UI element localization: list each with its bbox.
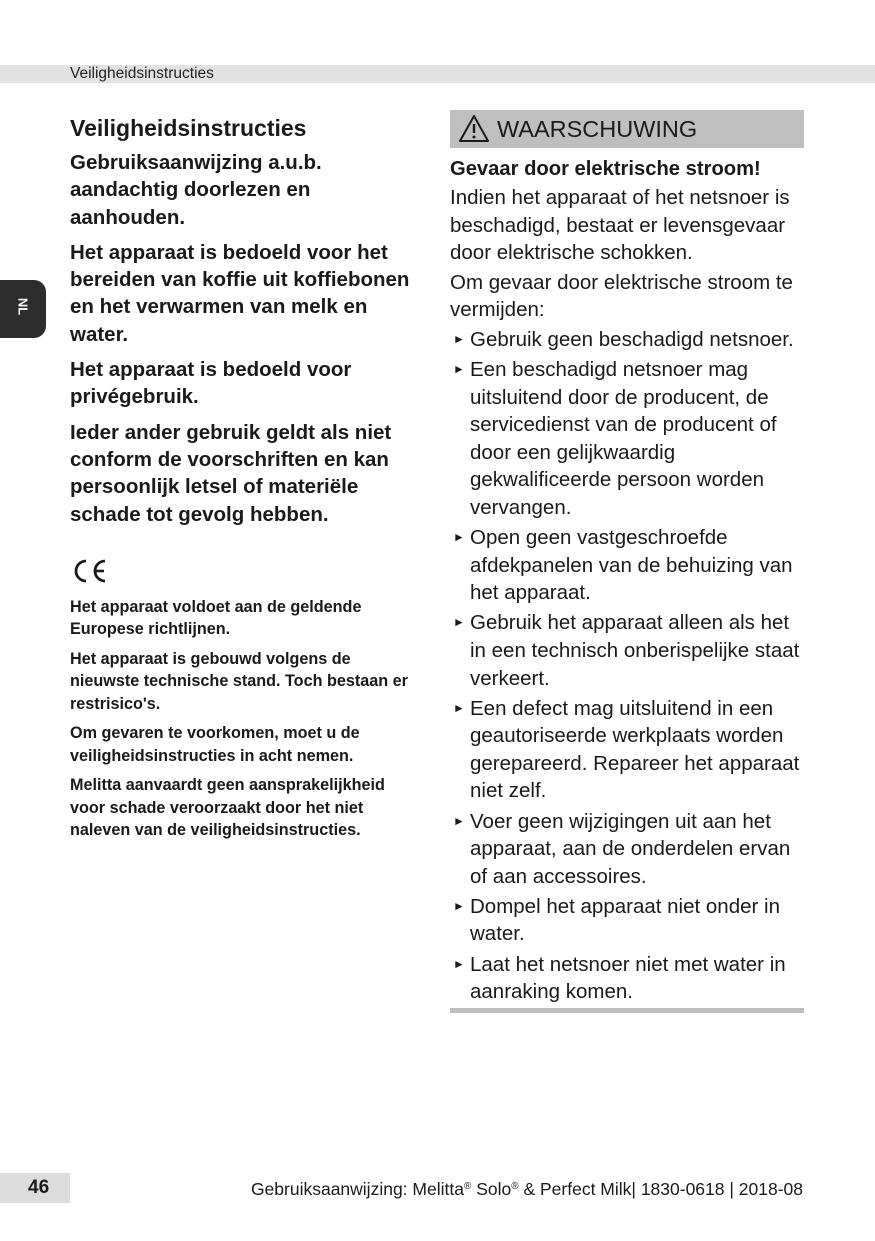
intro-paragraphs	[70, 149, 420, 528]
bullet-arrow-icon: ►	[453, 700, 465, 715]
header-bar	[0, 65, 875, 83]
page-number-box	[0, 1173, 70, 1203]
list-item-text: Gebruik het apparaat alleen als het in een technisch onberispelijke staat verkeert.	[470, 611, 800, 690]
list-item	[450, 893, 804, 948]
warning-intro: Indien het apparaat of het netsnoer is beschadigd, bestaat er levensgevaar door elektrische schokken.	[450, 186, 790, 265]
intro-paragraph: Ieder ander gebruik geldt als niet conform de voorschriften en kan persoonlijk letsel of materiële schade tot gevolg hebben.	[70, 420, 392, 526]
note: Het apparaat voldoet aan de geldende Europese richtlijnen.	[70, 597, 362, 639]
language-tab	[0, 280, 46, 338]
warning-box	[450, 110, 804, 1013]
section-title: Veiligheidsinstructies	[70, 115, 307, 141]
page-number: 46	[28, 1177, 50, 1198]
warning-subtitle: Gevaar door elektrische stroom!	[450, 158, 761, 180]
list-item-text: Open geen vastgeschroefde afdekpanelen van de behuizing van het apparaat.	[470, 526, 793, 605]
ce-mark-icon	[70, 556, 420, 586]
list-item	[450, 356, 804, 522]
footer-product-milk: & Perfect Milk	[518, 1179, 632, 1199]
list-item-text: Dompel het apparaat niet onder in water.	[470, 894, 780, 946]
warning-list	[450, 326, 804, 1006]
registered-mark: ®	[511, 1181, 519, 1192]
language-label: NL	[15, 297, 31, 316]
bullet-arrow-icon: ►	[453, 530, 465, 545]
bullet-arrow-icon: ►	[453, 898, 465, 913]
note: Om gevaren te voorkomen, moet u de veiligheidsinstructies in acht nemen.	[70, 724, 360, 765]
list-item	[450, 609, 804, 692]
list-item-text: Een beschadigd netsnoer mag uitsluitend door de producent, de servicedienst van de producent of door een gelijkwaardig gekwalificeerde persoon worden vervangen.	[470, 358, 777, 520]
bullet-arrow-icon: ►	[453, 956, 465, 971]
warning-header	[450, 110, 804, 148]
warning-triangle-icon	[458, 114, 490, 149]
footer-doc-number: | 1830-0618 | 2018-08	[631, 1179, 803, 1199]
warning-lead: Om gevaar door elektrische stroom te vermijden:	[450, 270, 793, 322]
list-item	[450, 695, 804, 805]
intro-paragraph: Gebruiksaanwijzing a.u.b. aandachtig doorlezen en aanhouden.	[70, 151, 322, 229]
list-item-text: Een defect mag uitsluitend in een geautoriseerde werkplaats worden gerepareerd. Repareer het apparaat niet zelf.	[470, 696, 800, 803]
list-item	[450, 326, 804, 354]
intro-paragraph: Het apparaat is bedoeld voor privégebruik.	[70, 358, 352, 409]
footer-doc-info	[251, 1178, 803, 1200]
footer-product-solo: Solo	[471, 1179, 512, 1199]
bullet-arrow-icon: ►	[453, 362, 465, 377]
bullet-arrow-icon: ►	[453, 813, 465, 828]
list-item	[450, 808, 804, 891]
bullet-arrow-icon: ►	[453, 331, 465, 346]
warning-bottom-rule	[450, 1008, 804, 1013]
registered-mark: ®	[463, 1181, 472, 1192]
bullet-arrow-icon: ►	[453, 615, 465, 630]
list-item	[450, 951, 804, 1006]
left-column	[70, 114, 420, 849]
intro-paragraph: Het apparaat is bedoeld voor het bereiden van koffie uit koffiebonen en het verwarmen van melk en water.	[70, 240, 410, 346]
header-title: Veiligheidsinstructies	[70, 65, 214, 82]
list-item-text: Voer geen wijzigingen uit aan het apparaat, aan de onderdelen ervan of aan accessoires.	[470, 809, 791, 888]
list-item	[450, 524, 804, 607]
warning-title: WAARSCHUWING	[497, 116, 698, 142]
footer-prefix: Gebruiksaanwijzing: Melitta	[250, 1179, 464, 1199]
compliance-notes	[70, 596, 420, 842]
note: Melitta aanvaardt geen aansprakelijkheid voor schade veroorzaakt door het niet naleven van de veiligheidsinstructies.	[70, 776, 385, 840]
list-item-text: Gebruik geen beschadigd netsnoer.	[470, 327, 794, 351]
list-item-text: Laat het netsnoer niet met water in aanraking komen.	[470, 952, 786, 1004]
note: Het apparaat is gebouwd volgens de nieuwste technische stand. Toch bestaan er restrisico's.	[70, 649, 408, 713]
